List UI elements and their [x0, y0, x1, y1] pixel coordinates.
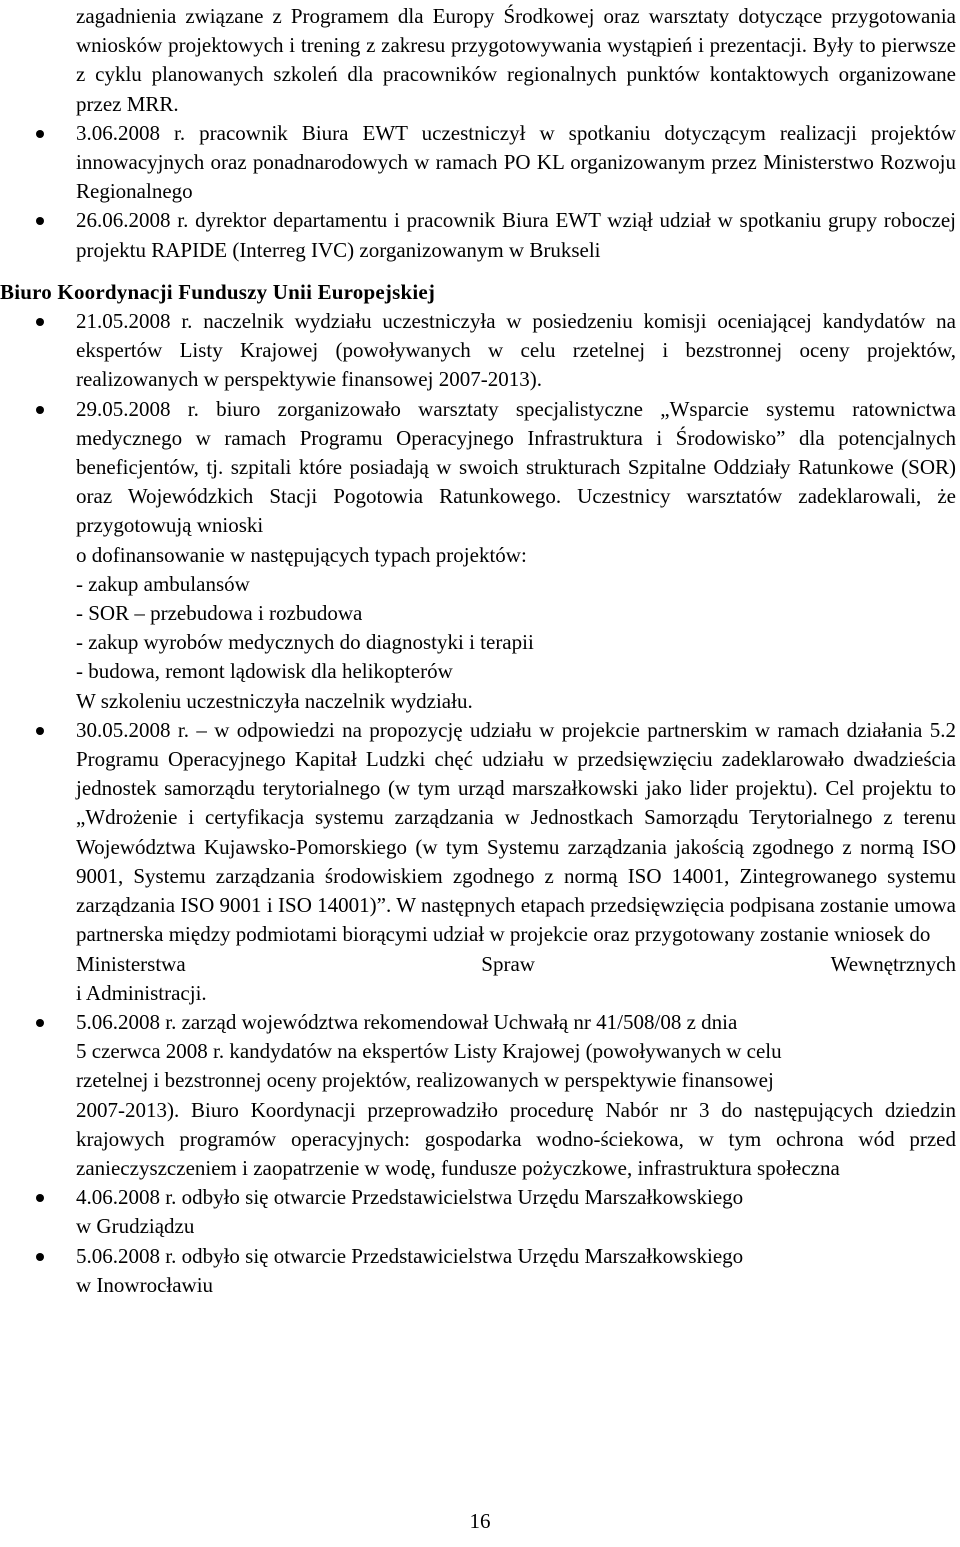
list-item-5-06-b	[76, 1242, 956, 1300]
item-4-06-line-2: w Grudziądzu	[76, 1214, 195, 1239]
item-29-05-line-5: - budowa, remont lądowisk dla helikopterów	[76, 659, 453, 684]
item-29-05-line-1: o dofinansowanie w następujących typach projektów:	[76, 542, 527, 567]
section-heading-bkf: Biuro Koordynacji Funduszy Unii Europejskiej	[0, 279, 436, 304]
item-30-05-word-3: Wewnętrznych	[830, 951, 956, 976]
item-29-05-line-3: - SOR – przebudowa i rozbudowa	[76, 601, 363, 626]
item-30-05-word-1: Ministerstwa	[76, 951, 186, 976]
page-number: 16	[469, 1509, 491, 1533]
list-item-4-06	[76, 1183, 956, 1241]
list-item-26-06: 26.06.2008 r. dyrektor departamentu i pracownik Biura EWT wziął udział w spotkaniu grupy roboczej projektu RAPIDE (Interreg IVC) zorganizowanym w Brukseli	[76, 206, 956, 264]
bullet-list-bkf	[76, 307, 956, 1300]
bullet-list-ewt	[76, 119, 956, 265]
item-4-06-line-1: 4.06.2008 r. odbyło się otwarcie Przedstawicielstwa Urzędu Marszałkowskiego	[76, 1185, 744, 1210]
list-item-21-05: 21.05.2008 r. naczelnik wydziału uczestniczyła w posiedzeniu komisji oceniającej kandydatów na ekspertów Listy Krajowej (powoływanych w celu rzetelnej i bezstronnej oceny projektów, realizowanych w perspektywie finansowej 2007-2013).	[76, 307, 956, 395]
item-30-05-last-line: i Administracji.	[76, 980, 207, 1005]
item-5-06-a-line-3: rzetelnej i bezstronnej oceny projektów, realizowanych w perspektywie finansowej	[76, 1068, 774, 1093]
item-5-06-a-line-1: 5.06.2008 r. zarząd województwa rekomendował Uchwałą nr 41/508/08 z dnia	[76, 1009, 738, 1034]
item-29-05-line-6: W szkoleniu uczestniczyła naczelnik wydziału.	[76, 688, 473, 713]
list-item-30-05	[76, 716, 956, 1008]
item-5-06-a-line-2: 5 czerwca 2008 r. kandydatów na ekspertów Listy Krajowej (powoływanych w celu	[76, 1039, 782, 1064]
item-29-05-line-4: - zakup wyrobów medycznych do diagnostyki i terapii	[76, 630, 534, 655]
item-5-06-a-rest: 2007-2013). Biuro Koordynacji przeprowadziło procedurę Nabór nr 3 do następujących dziedzin krajowych programów operacyjnych: gospodarka wodno-ściekowa, w tym ochrona wód przed zanieczyszczeniem i zaopatrzenie w wodę, fundusze pożyczkowe, infrastruktura społeczna	[76, 1097, 956, 1180]
list-item-3-06: 3.06.2008 r. pracownik Biura EWT uczestniczył w spotkaniu dotyczącym realizacji projektów innowacyjnych oraz ponadnarodowych w ramach PO KL organizowanym przez Ministerstwo Rozwoju Regionalnego	[76, 119, 956, 207]
item-29-05-line-2: - zakup ambulansów	[76, 571, 250, 596]
item-30-05-spread-line	[76, 950, 956, 979]
item-30-05-text: 30.05.2008 r. – w odpowiedzi na propozycję udziału w projekcie partnerskim w ramach działania 5.2 Programu Operacyjnego Kapitał Ludzki chęć udziału w przedsięwzięciu zadeklarowało dwadzieścia jednostek samorządu terytorialnego (w tym urząd marszałkowski jako lider projektu). Cel projektu to „Wdrożenie i certyfikacja systemu zarządzania w Jednostkach Samorządu Terytorialnego z terenu Województwa Kujawsko-Pomorskiego (w tym Systemu zarządzania jakością zgodnego z normą ISO 9001, Systemu zarządzania środowiskiem zgodnego z normą ISO 14001, Zintegrowanego systemu zarządzania ISO 9001 i ISO 14001)”. W następnych etapach przedsięwzięcia podpisana zostanie umowa partnerska między podmiotami biorącymi udział w projekcie oraz przygotowany zostanie wniosek do	[76, 717, 956, 947]
item-5-06-b-line-2: w Inowrocławiu	[76, 1272, 214, 1297]
item-30-05-word-2: Spraw	[481, 951, 535, 976]
item-29-05-text: 29.05.2008 r. biuro zorganizowało warsztaty specjalistyczne „Wsparcie systemu ratownictwa medycznego w ramach Programu Operacyjnego Infrastruktura i Środowisko” dla potencjalnych beneficjentów, tj. szpitali które posiadają w swoich strukturach Szpitalne Oddziały Ratunkowe (SOR) oraz Wojewódzkich Stacji Pogotowia Ratunkowego. Uczestnicy warsztatów zadeklarowali, że przygotowują wnioski	[76, 396, 956, 538]
list-item-29-05	[76, 395, 956, 716]
document-content	[0, 2, 956, 1300]
list-item-5-06-a	[76, 1008, 956, 1183]
intro-paragraph: zagadnienia związane z Programem dla Europy Środkowej oraz warsztaty dotyczące przygotowania wniosków projektowych i trening z zakresu przygotowywania wystąpień i prezentacji. Były to pierwsze z cyklu planowanych szkoleń dla pracowników regionalnych punktów kontaktowych organizowane przez MRR.	[76, 4, 956, 116]
item-5-06-b-line-1: 5.06.2008 r. odbyło się otwarcie Przedstawicielstwa Urzędu Marszałkowskiego	[76, 1243, 744, 1268]
